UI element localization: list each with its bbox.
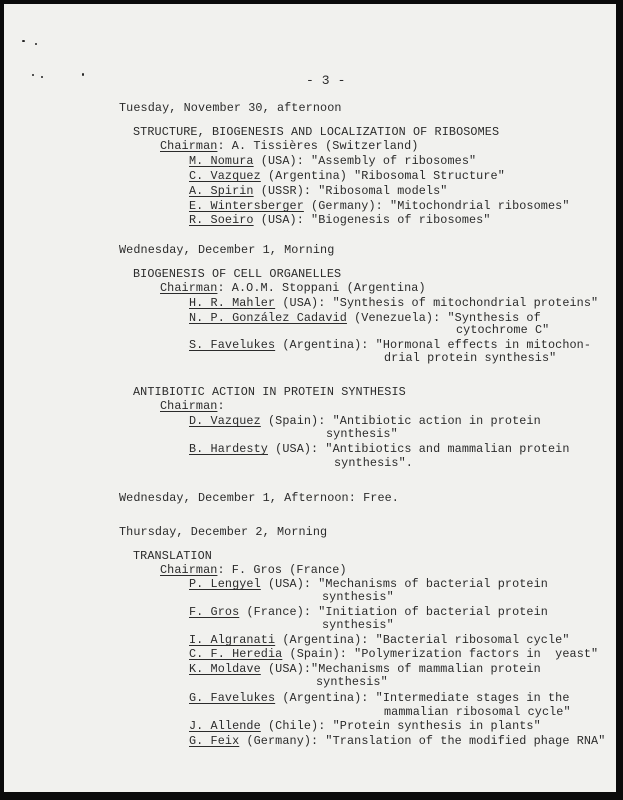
talk-title-continued: synthesis" xyxy=(326,427,398,441)
talk-title-continued: mammalian ribosomal cycle" xyxy=(384,705,571,719)
talk-title: (USA):"Mechanisms of mammalian protein xyxy=(260,662,541,676)
talk-line xyxy=(189,214,491,227)
talk-title: (Spain): "Antibiotic action in protein xyxy=(260,414,541,428)
talk-title: (Chile): "Protein synthesis in plants" xyxy=(260,719,541,733)
talk-line xyxy=(189,648,598,661)
speaker: G. Favelukes xyxy=(189,691,276,705)
speaker: D. Vazquez xyxy=(189,414,261,428)
chairman-name: : A. Tissières (Switzerland) xyxy=(217,139,419,153)
speaker: R. Soeiro xyxy=(189,213,254,227)
session-title-translation: TRANSLATION xyxy=(133,549,212,563)
talk-title: (USSR): "Ribosomal models" xyxy=(253,184,448,198)
talk-line xyxy=(189,185,447,198)
page-number: - 3 - xyxy=(306,73,346,88)
talk-title: (USA): "Antibiotics and mammalian protein xyxy=(267,442,570,456)
talk-title: (Germany): "Mitochondrial ribosomes" xyxy=(303,199,570,213)
talk-title-continued: drial protein synthesis" xyxy=(384,351,557,365)
chairman-line xyxy=(160,564,347,577)
speaker: N. P. González Cadavid xyxy=(189,311,347,325)
chairman-line xyxy=(160,140,418,153)
day-heading-thursday: Thursday, December 2, Morning xyxy=(119,525,328,539)
talk-title: (Spain): "Polymerization factors in yeast" xyxy=(282,647,599,661)
session-title-antibiotic: ANTIBIOTIC ACTION IN PROTEIN SYNTHESIS xyxy=(133,385,406,399)
session-title-biogenesis: BIOGENESIS OF CELL ORGANELLES xyxy=(133,267,342,281)
speaker: P. Lengyel xyxy=(189,577,261,591)
talk-title: (Argentina): "Bacterial ribosomal cycle" xyxy=(275,633,570,647)
chairman-name: : xyxy=(217,399,225,413)
speaker: F. Gros xyxy=(189,605,240,619)
ink-speck xyxy=(32,74,34,76)
ink-speck xyxy=(35,43,37,45)
talk-title: (Argentina): "Intermediate stages in the xyxy=(275,691,570,705)
chairman-name: : A.O.M. Stoppani (Argentina) xyxy=(217,281,426,295)
chairman-name: : F. Gros (France) xyxy=(217,563,347,577)
speaker: C. F. Heredia xyxy=(189,647,283,661)
chairman-line xyxy=(160,282,426,295)
speaker: I. Algranati xyxy=(189,633,276,647)
speaker: A. Spirin xyxy=(189,184,254,198)
talk-title: (Argentina): "Hormonal effects in mitochon- xyxy=(275,338,592,352)
speaker: S. Favelukes xyxy=(189,338,276,352)
document-page xyxy=(4,4,616,792)
talk-line xyxy=(189,200,570,213)
talk-title-continued: synthesis" xyxy=(322,590,394,604)
speaker: G. Feix xyxy=(189,734,240,748)
talk-line xyxy=(189,155,476,168)
talk-title: (USA): "Synthesis of mitochondrial proteins" xyxy=(275,296,599,310)
chairman-label: Chairman xyxy=(160,399,218,413)
day-heading-tuesday: Tuesday, November 30, afternoon xyxy=(119,101,342,115)
ink-speck xyxy=(22,40,25,42)
speaker: E. Wintersberger xyxy=(189,199,304,213)
day-heading-wednesday-afternoon: Wednesday, December 1, Afternoon: Free. xyxy=(119,491,399,505)
talk-title: (USA): "Mechanisms of bacterial protein xyxy=(260,577,548,591)
chairman-line xyxy=(160,400,225,413)
talk-title-continued: synthesis". xyxy=(334,456,413,470)
talk-title: (France): "Initiation of bacterial protein xyxy=(239,605,548,619)
speaker: K. Moldave xyxy=(189,662,261,676)
talk-title-continued: cytochrome C" xyxy=(456,323,550,337)
chairman-label: Chairman xyxy=(160,281,218,295)
talk-line xyxy=(189,720,541,733)
day-heading-wednesday: Wednesday, December 1, Morning xyxy=(119,243,335,257)
talk-title: (Venezuela): "Synthesis of xyxy=(346,311,541,325)
talk-title: (Argentina) "Ribosomal Structure" xyxy=(260,169,505,183)
talk-title-continued: synthesis" xyxy=(316,675,388,689)
speaker: C. Vazquez xyxy=(189,169,261,183)
talk-line xyxy=(189,297,598,310)
talk-line xyxy=(189,634,570,647)
talk-line xyxy=(189,735,605,748)
talk-title: (Germany): "Translation of the modified phage RNA" xyxy=(239,734,606,748)
talk-title: (USA): "Assembly of ribosomes" xyxy=(253,154,477,168)
talk-line xyxy=(189,692,570,705)
chairman-label: Chairman xyxy=(160,139,218,153)
speaker: M. Nomura xyxy=(189,154,254,168)
ink-speck xyxy=(82,73,84,76)
talk-title-continued: synthesis" xyxy=(322,618,394,632)
speaker: B. Hardesty xyxy=(189,442,268,456)
chairman-label: Chairman xyxy=(160,563,218,577)
talk-title: (USA): "Biogenesis of ribosomes" xyxy=(253,213,491,227)
talk-line xyxy=(189,443,570,456)
speaker: H. R. Mahler xyxy=(189,296,276,310)
talk-line xyxy=(189,170,505,183)
speaker: J. Allende xyxy=(189,719,261,733)
session-title-structure: STRUCTURE, BIOGENESIS AND LOCALIZATION OF RIBOSOMES xyxy=(133,125,500,139)
ink-speck xyxy=(41,76,43,78)
